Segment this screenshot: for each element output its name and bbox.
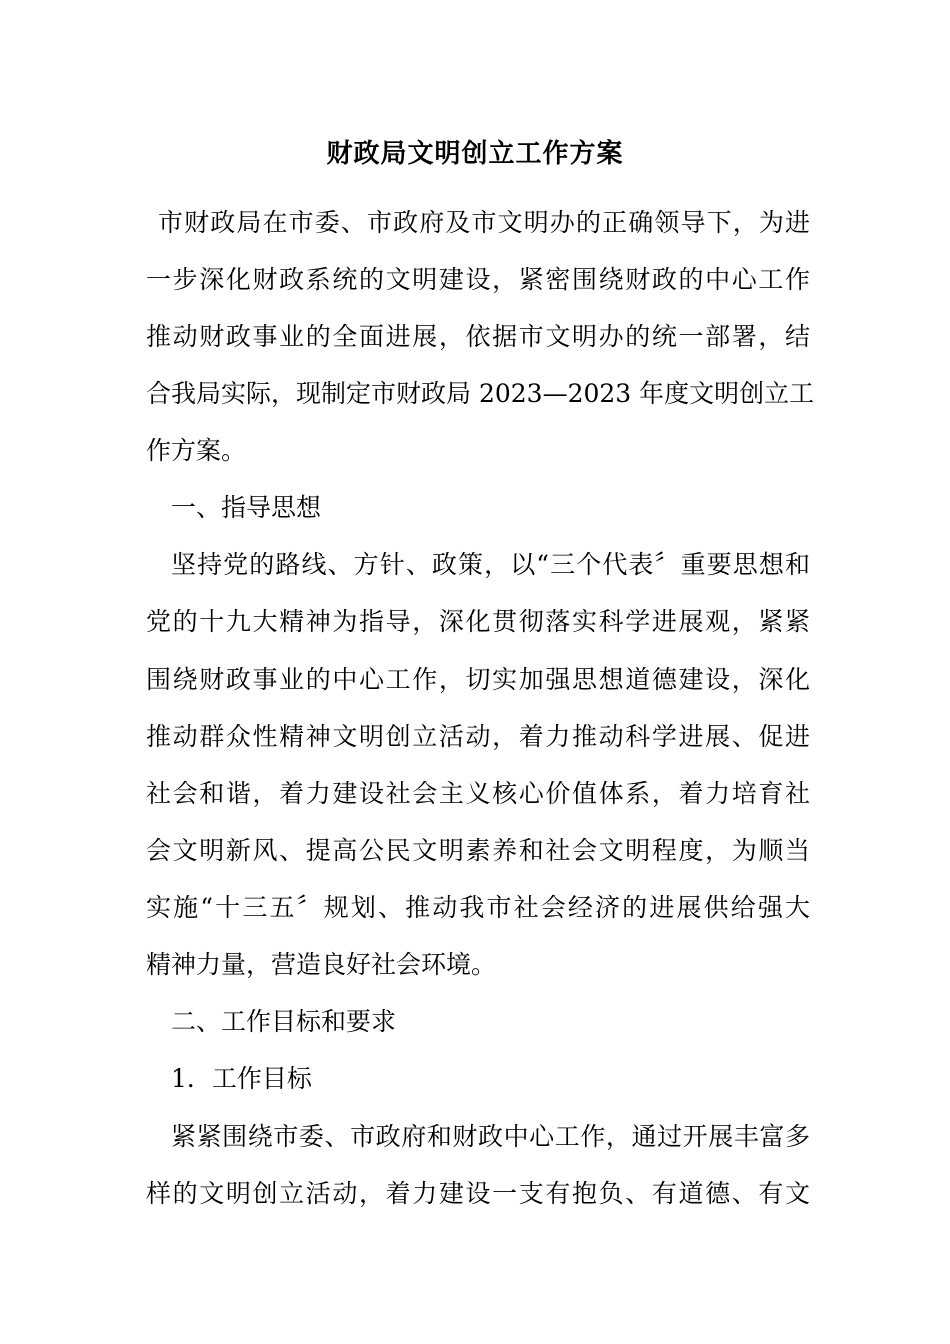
- section-heading-goals-requirements: 二、工作目标和要求: [171, 1007, 397, 1036]
- intro-line-5: 作方案。: [146, 436, 247, 465]
- subsection1-line-2: 样的文明创立活动，着力建设一支有抱负、有道德、有文: [146, 1179, 810, 1208]
- section1-line-5: 社会和谐，着力建设社会主义核心价值体系，着力培育社: [146, 779, 810, 808]
- section1-line-3: 围绕财政事业的中心工作，切实加强思想道德建设，深化: [146, 665, 810, 694]
- section-heading-guiding-thought: 一、指导思想: [171, 493, 322, 522]
- document-title: 财政局文明创立工作方案: [326, 139, 624, 169]
- section1-line-2: 党的十九大精神为指导，深化贯彻落实科学进展观，紧紧: [146, 607, 810, 636]
- intro-line-2: 一步深化财政系统的文明建设，紧密围绕财政的中心工作: [146, 265, 810, 294]
- subsection-heading-work-goals: 1．工作目标: [171, 1064, 312, 1093]
- section1-line-6: 会文明新风、提高公民文明素养和社会文明程度，为顺当: [146, 836, 810, 865]
- intro-line-1: 市财政局在市委、市政府及市文明办的正确领导下，为进: [158, 208, 810, 237]
- section1-line-4: 推动群众性精神文明创立活动，着力推动科学进展、促进: [146, 722, 810, 751]
- section1-line-8: 精神力量，营造良好社会环境。: [146, 950, 497, 979]
- intro-line-3: 推动财政事业的全面进展，依据市文明办的统一部署，结: [146, 322, 810, 351]
- section1-line-7: 实施“十三五〞规划、推动我市社会经济的进展供给强大: [146, 893, 810, 922]
- section1-line-1: 坚持党的路线、方针、政策，以“三个代表〞重要思想和: [171, 550, 810, 579]
- subsection1-line-1: 紧紧围绕市委、市政府和财政中心工作，通过开展丰富多: [171, 1122, 810, 1151]
- intro-line-4: 合我局实际，现制定市财政局 2023—2023 年度文明创立工: [146, 379, 815, 408]
